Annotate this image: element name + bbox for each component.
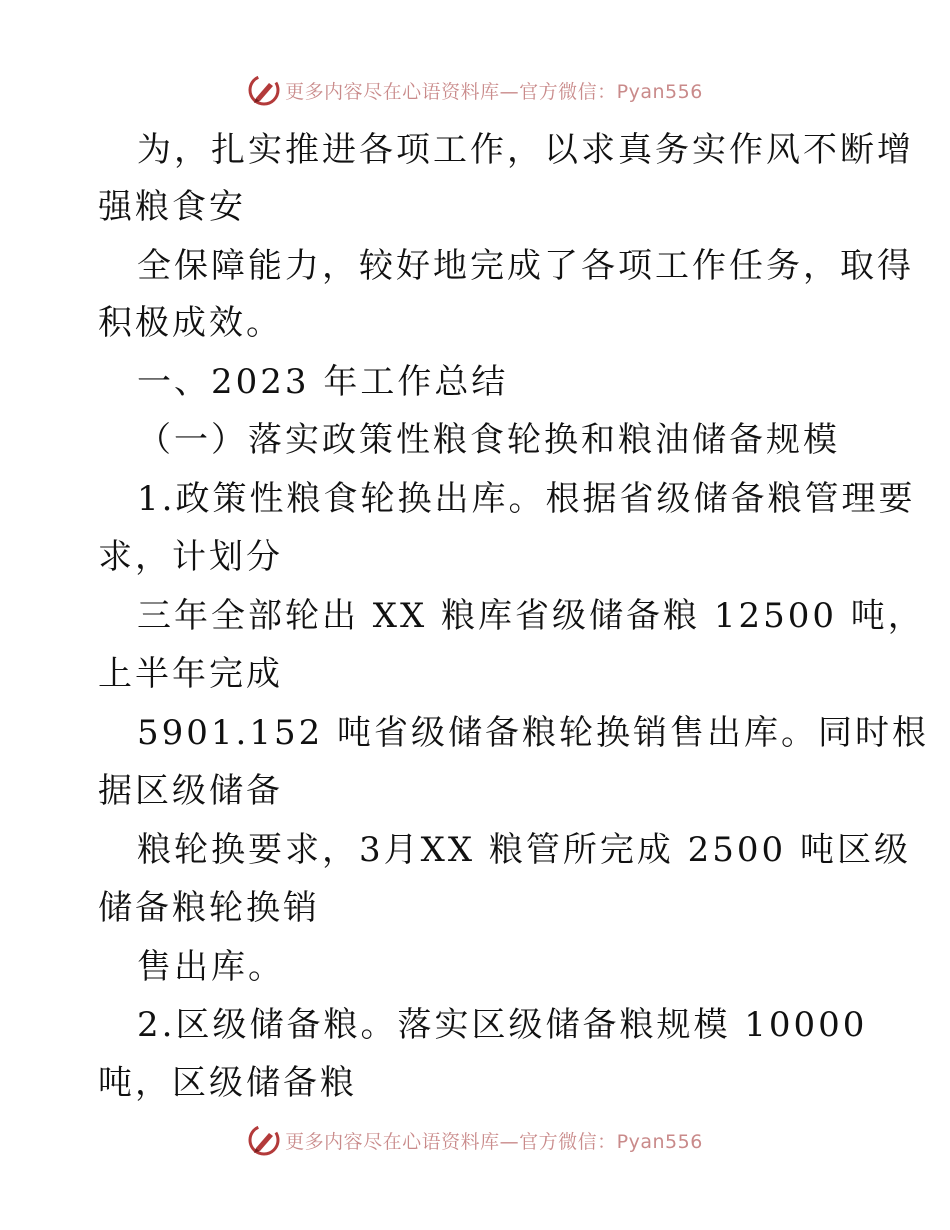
body-line: 据区级储备	[98, 771, 283, 811]
watermark-text: 更多内容尽在心语资料库—官方微信：Pyan556	[285, 80, 703, 103]
body-line: 1.政策性粮食轮换出库。根据省级储备粮管理要	[137, 479, 916, 519]
section-heading: 一、2023 年工作总结	[137, 362, 509, 402]
subsection-heading: （一）落实政策性粮食轮换和粮油储备规模	[137, 420, 840, 460]
header-watermark	[0, 70, 950, 110]
body-line: 吨，区级储备粮	[98, 1063, 357, 1103]
body-line: 为，扎实推进各项工作，以求真务实作风不断增	[137, 130, 914, 170]
body-line: 售出库。	[137, 947, 285, 987]
body-line: 强粮食安	[98, 187, 246, 227]
body-line: 全保障能力，较好地完成了各项工作任务，取得	[137, 246, 914, 286]
body-line: 2.区级储备粮。落实区级储备粮规模 10000	[137, 1005, 868, 1045]
pen-swirl-logo-icon	[247, 73, 281, 107]
watermark-text: 更多内容尽在心语资料库—官方微信：Pyan556	[285, 1130, 703, 1153]
body-line: 求，计划分	[98, 537, 283, 577]
body-line: 储备粮轮换销	[98, 888, 320, 928]
body-line: 三年全部轮出 XX 粮库省级储备粮 12500 吨，	[137, 596, 925, 636]
body-line: 5901.152 吨省级储备粮轮换销售出库。同时根	[137, 713, 930, 753]
body-line: 粮轮换要求，3月XX 粮管所完成 2500 吨区级	[137, 830, 911, 870]
body-line: 积极成效。	[98, 303, 283, 343]
pen-swirl-logo-icon	[247, 1123, 281, 1157]
footer-watermark	[0, 1120, 950, 1160]
body-line: 上半年完成	[98, 654, 283, 694]
